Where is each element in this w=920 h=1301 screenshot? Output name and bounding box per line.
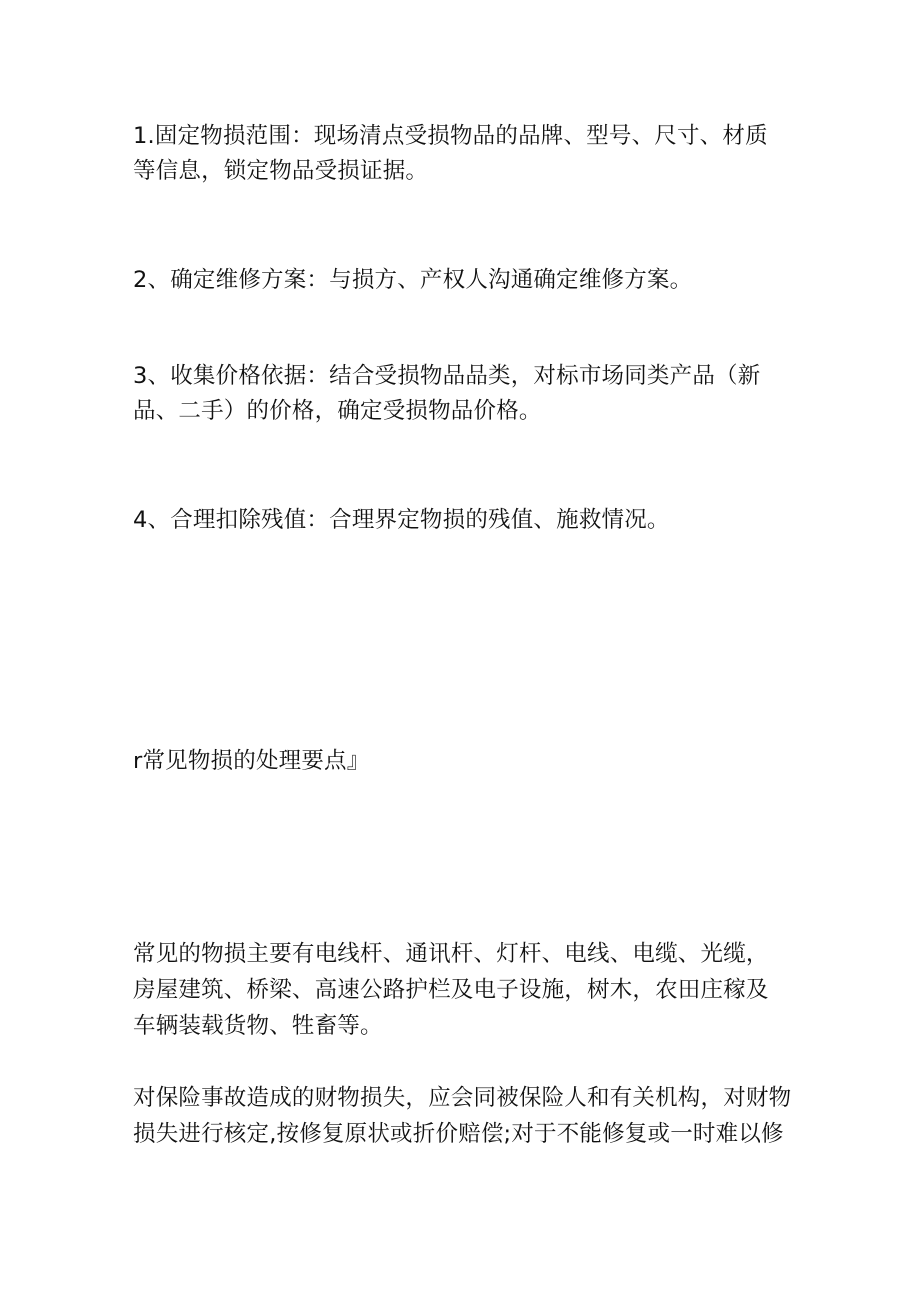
paragraph-1-line-3: 车辆装载货物、牲畜等。 <box>133 1013 383 1039</box>
paragraph-1-line-1: 常见的物损主要有电线杆、通讯杆、灯杆、电线、电缆、光缆， <box>133 941 769 967</box>
item-2-line-1: 2、确定维修方案：与损方、产权人沟通确定维修方案。 <box>133 267 693 293</box>
paragraph-1-line-2: 房屋建筑、桥梁、高速公路护栏及电子设施，树木，农田庄稼及 <box>133 977 769 1003</box>
list-item-4 <box>133 503 813 538</box>
list-item-3 <box>133 359 813 429</box>
item-3-line-2: 品、二手）的价格，确定受损物品价格。 <box>133 398 542 424</box>
item-3-line-1: 3、收集价格依据：结合受损物品品类，对标市场同类产品（新 <box>133 363 761 389</box>
item-1-line-1: 1.固定物损范围：现场清点受损物品的品牌、型号、尺寸、材质 <box>133 123 768 149</box>
item-4-line-1: 4、合理扣除残值：合理界定物损的残值、施救情况。 <box>133 507 670 533</box>
list-item-2 <box>133 263 813 298</box>
paragraph-2 <box>133 1080 813 1152</box>
item-1-line-2: 等信息，锁定物品受损证据。 <box>133 158 429 184</box>
paragraph-1 <box>133 936 813 1044</box>
list-item-1 <box>133 119 813 189</box>
paragraph-2-line-1: 对保险事故造成的财物损失，应会同被保险人和有关机构，对财物 <box>133 1085 792 1111</box>
section-heading: r常见物损的处理要点』 <box>133 748 370 774</box>
paragraph-2-line-2: 损失进行核定,按修复原状或折价赔偿;对于不能修复或一时难以修 <box>133 1121 784 1147</box>
